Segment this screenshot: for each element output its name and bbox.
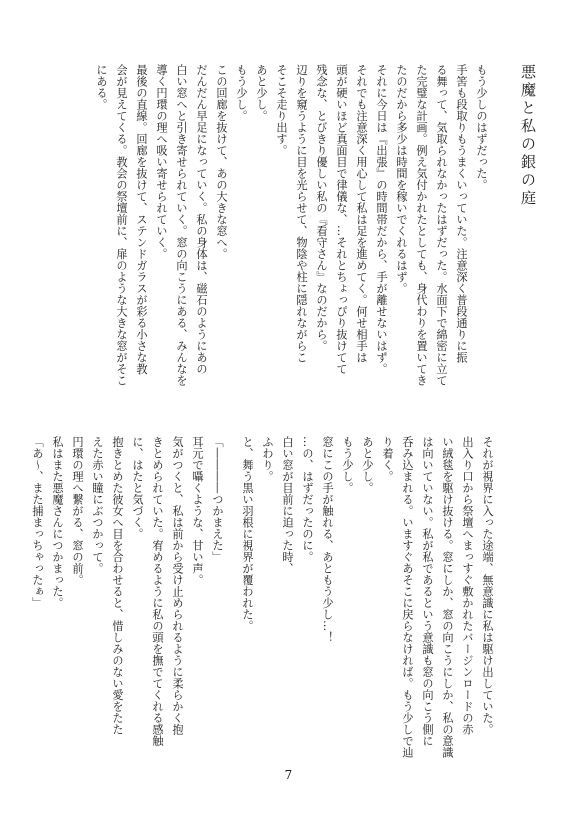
text-line: 導く円環の理へ吸い寄せられていく。 bbox=[155, 64, 168, 260]
text-line: もう少し。 bbox=[235, 64, 248, 122]
text-line: あと少し。 bbox=[361, 436, 374, 494]
text-line: だんだん早足になっていく。私の身体は、磁石のようにあの bbox=[195, 64, 208, 375]
story-title: 悪魔と私の銀の庭 bbox=[519, 64, 537, 208]
text-line: この回廊を抜けて、あの大きな窓へ。 bbox=[215, 64, 228, 260]
text-line: り着く。 bbox=[381, 436, 394, 482]
text-line: い絨毯を駆け抜ける。窓にしか、窓の向こうにしか、私の意識 bbox=[441, 436, 454, 758]
text-line: 「あ〜、また捕まっちゃったぁ」 bbox=[31, 436, 44, 609]
text-line: ふわり。 bbox=[261, 436, 274, 482]
text-line: る舞って、気取られなかったはずだった。水面下で綿密に立て bbox=[435, 64, 448, 386]
text-line: 白い窓が目前に迫った時、 bbox=[281, 436, 294, 574]
text-line: た完璧な計画。例え気付かれたとしても、身代わりを置いてき bbox=[415, 64, 428, 386]
text-line: 円環の理へ繋がる、窓の前。 bbox=[71, 436, 84, 586]
text-line: 頭が硬いほど真面目で律儀な、…それとちょっぴり抜けてて bbox=[335, 64, 348, 375]
lower-text-block bbox=[27, 436, 497, 758]
text-line: 会が見えてくる。教会の祭壇前に、扉のような大きな窓がそこ bbox=[115, 64, 128, 386]
text-line: に、はたと気づく。 bbox=[131, 436, 144, 540]
text-line: それに今日は『出張』の時間帯だから、手が離せないはず。 bbox=[375, 64, 388, 375]
text-line: 辺りを窺うように目を光らせて、物陰や柱に隠れながらこ bbox=[295, 64, 308, 363]
text-line: と、舞う黒い羽根に視界が覆われた。 bbox=[241, 436, 254, 632]
text-line: は向いていない。私が私であるという意識も窓の向こう側に bbox=[421, 436, 434, 747]
text-line: 窓にこの手が触れる、あともう少し…！ bbox=[321, 436, 334, 643]
page-number: 7 bbox=[284, 768, 293, 782]
text-line: 私はまた悪魔さんにつかまった。 bbox=[51, 436, 64, 609]
text-line: 抱きとめた彼女へ目を合わせると、惜しみのない愛をたた bbox=[111, 436, 124, 735]
text-line: 手筈も段取りもうまくいっていた。注意深く普段通りに振 bbox=[455, 64, 468, 363]
text-line: それが視界に入った途端、無意識に私は駆け出していた。 bbox=[481, 436, 494, 735]
text-line: たのだから多少は時間を稼いでくれるはず。 bbox=[395, 64, 408, 294]
text-line: それでも注意深く用心して私は足を進めてく。何せ相手は bbox=[355, 64, 368, 363]
text-line: えた赤い瞳にぶつかって。 bbox=[91, 436, 104, 574]
text-line: そこそ走り出す。 bbox=[275, 64, 288, 156]
text-line: 残念な、とびきり優しい私の『看守さん』なのだから。 bbox=[315, 64, 328, 352]
upper-text-block bbox=[91, 64, 543, 384]
text-line: きとめられていた。宥めるように私の頭を撫でてくれる感触 bbox=[151, 436, 164, 747]
text-line: もう少し。 bbox=[341, 436, 354, 494]
text-line: あと少し。 bbox=[255, 64, 268, 122]
text-line: 「――――つかまえた」 bbox=[211, 436, 224, 563]
text-line bbox=[227, 436, 237, 748]
text-line: 呑み込まれる。いますぐあそこに戻らなければ。もう少しで辿 bbox=[401, 436, 414, 758]
text-line: 気がつくと、私は前から受け止められるように柔らかく抱 bbox=[171, 436, 184, 735]
text-line: …の、はずだったのに。 bbox=[301, 436, 314, 563]
text-line: 耳元で囁くような、甘い声。 bbox=[191, 436, 204, 586]
text-line: 白い窓へと引き寄せられていく。窓の向こうにある、みんなを bbox=[175, 64, 188, 386]
text-line: もう少しのはずだった。 bbox=[475, 64, 488, 191]
text-line: 出入り口から祭壇へまっすぐ敷かれたバージンロードの赤 bbox=[461, 436, 474, 735]
text-line: 最後の直線。回廊を抜けて、ステンドガラスが彩る小さな教 bbox=[135, 64, 148, 375]
text-line: にある。 bbox=[95, 64, 108, 110]
